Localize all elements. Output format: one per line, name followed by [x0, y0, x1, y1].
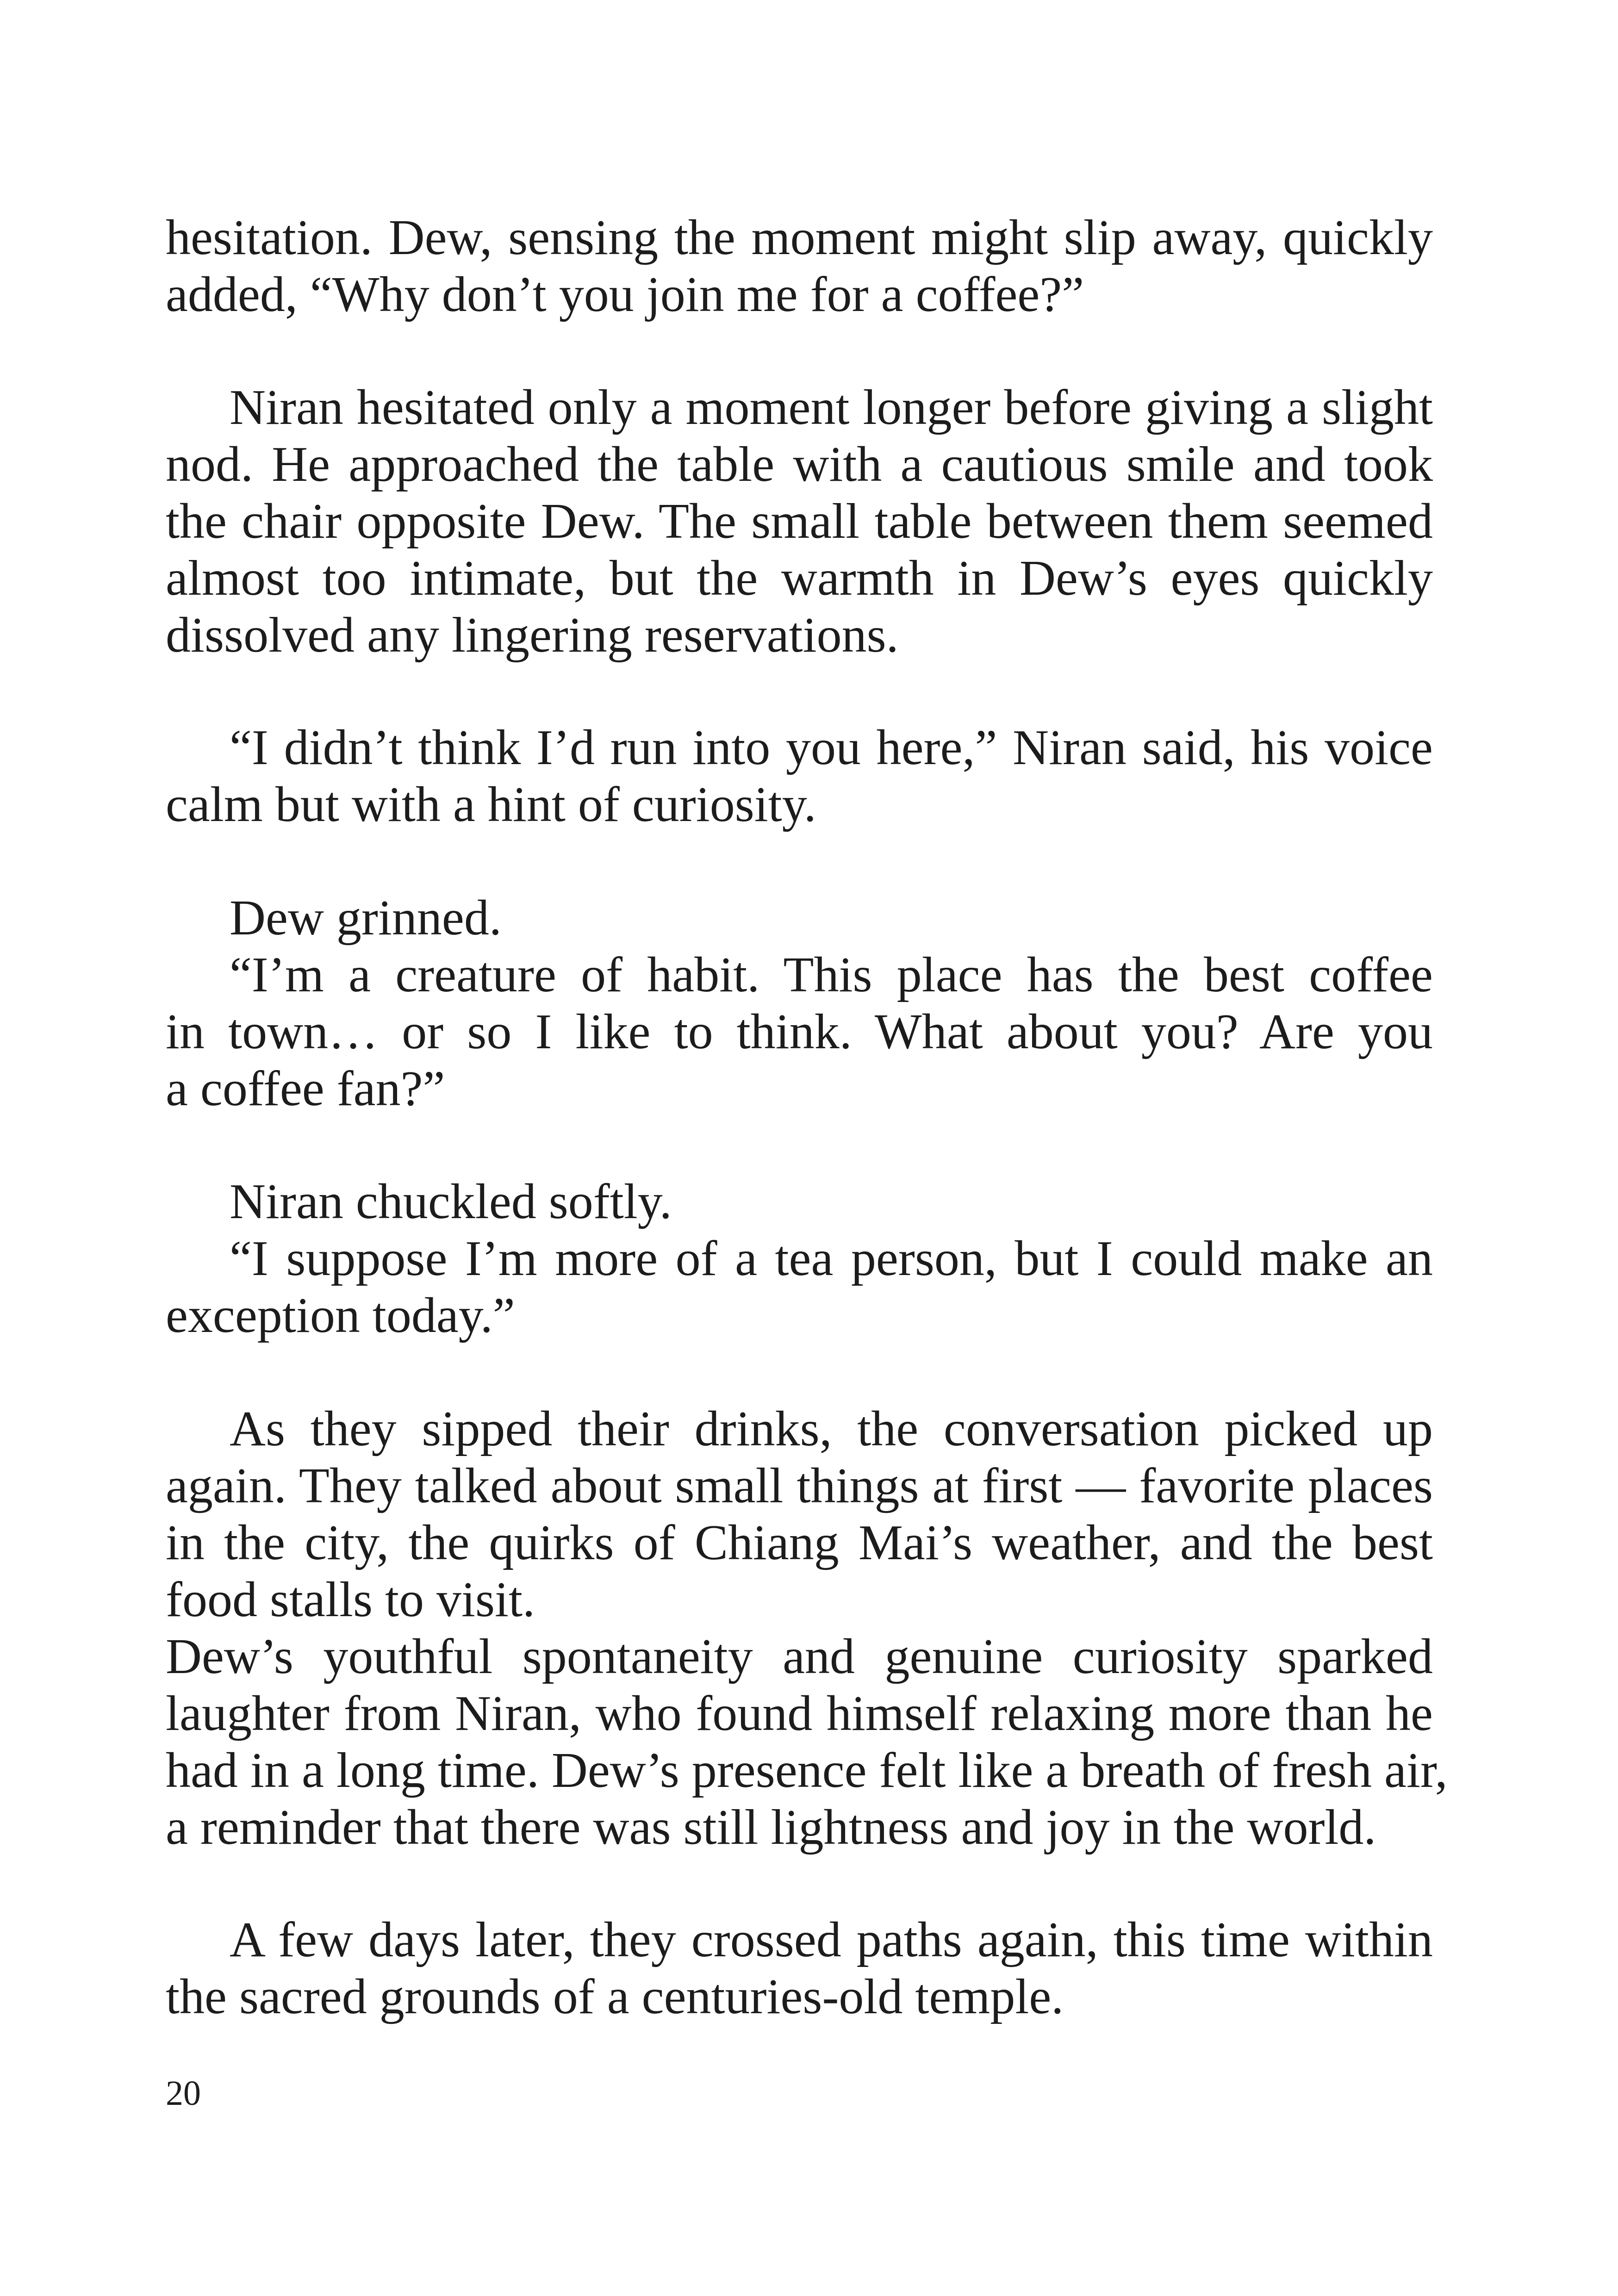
text-line: “I’m a creature of habit. This place has the best coffee: [230, 947, 1433, 1002]
text-line: the chair opposite Dew. The small table between them seemed: [166, 494, 1433, 549]
paragraph: [166, 1400, 1448, 1856]
paragraph: [166, 209, 1433, 323]
text-line: a coffee fan?”: [166, 1061, 445, 1116]
text-line: hesitation. Dew, sensing the moment might slip away, quickly: [166, 210, 1433, 265]
text-line: in the city, the quirks of Chiang Mai’s weather, and the best: [166, 1515, 1433, 1570]
text-line: Dew grinned.: [230, 890, 502, 946]
text-line: had in a long time. Dew’s presence felt like a breath of fresh air,: [166, 1743, 1448, 1798]
text-line: added, “Why don’t you join me for a coffee?”: [166, 267, 1084, 322]
text-line: exception today.”: [166, 1288, 515, 1343]
text-line: food stalls to visit.: [166, 1572, 535, 1627]
paragraph: [166, 379, 1433, 664]
paragraph: [166, 890, 1433, 1117]
text-line: a reminder that there was still lightness and joy in the world.: [166, 1800, 1376, 1855]
text-line: Niran chuckled softly.: [230, 1174, 672, 1229]
text-line: Dew’s youthful spontaneity and genuine curiosity sparked: [166, 1629, 1433, 1684]
text-line: Niran hesitated only a moment longer before giving a slight: [230, 380, 1433, 435]
text-line: the sacred grounds of a centuries-old temple.: [166, 1969, 1064, 2024]
text-line: A few days later, they crossed paths again, this time within: [230, 1912, 1433, 1967]
text-line: “I suppose I’m more of a tea person, but I could make an: [230, 1231, 1433, 1286]
text-line: almost too intimate, but the warmth in Dew’s eyes quickly: [166, 551, 1433, 606]
page-number: 20: [166, 2074, 201, 2113]
paragraph: [166, 1911, 1433, 2025]
text-line: As they sipped their drinks, the conversation picked up: [230, 1401, 1433, 1456]
text-line: laughter from Niran, who found himself relaxing more than he: [166, 1686, 1433, 1741]
text-line: nod. He approached the table with a cautious smile and took: [166, 437, 1433, 492]
text-line: again. They talked about small things at first — favorite places: [166, 1458, 1433, 1513]
paragraph: [166, 719, 1433, 833]
paragraph: [166, 1173, 1433, 1344]
text-line: in town… or so I like to think. What about you? Are you: [166, 1004, 1433, 1059]
text-line: calm but with a hint of curiosity.: [166, 777, 816, 832]
text-line: dissolved any lingering reservations.: [166, 608, 899, 663]
text-line: “I didn’t think I’d run into you here,” Niran said, his voice: [230, 720, 1433, 775]
